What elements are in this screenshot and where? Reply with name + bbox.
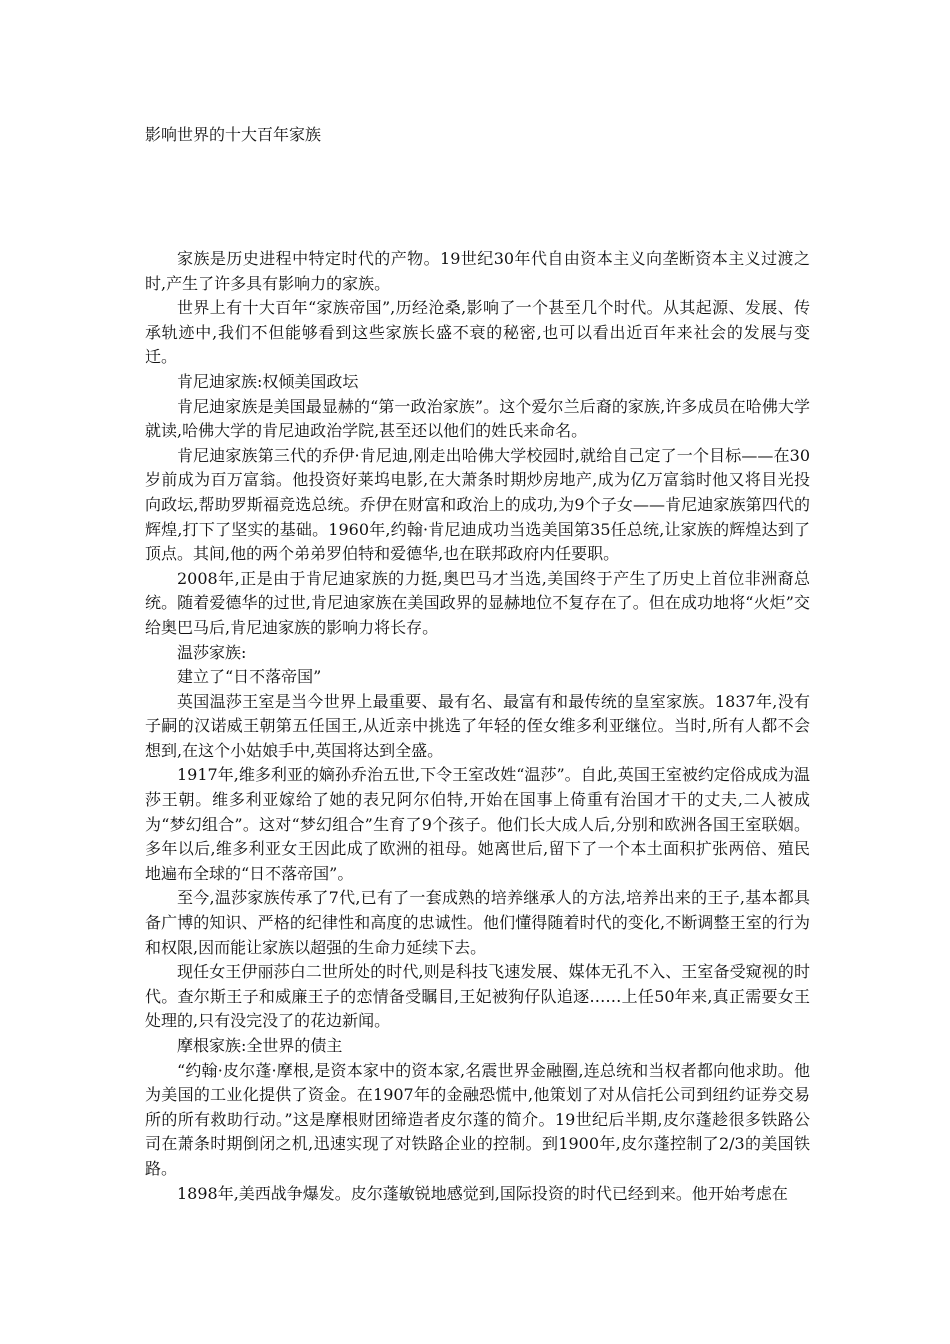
section-subheading-windsor: 建立了“日不落帝国” xyxy=(177,667,322,687)
section-heading-morgan: 摩根家族:全世界的债主 xyxy=(177,1036,343,1055)
overview-paragraph: 世界上有十大百年“家族帝国”,历经沧桑,影响了一个甚至几个时代。从其起源、发展、传承轨迹中,我们不但能够看到这些家族长盛不衰的秘密,也可以看出近百年来社会的发展与变迁。 xyxy=(145,298,810,367)
body-paragraph: 现任女王伊丽莎白二世所处的时代,则是科技飞速发展、媒体无孔不入、王室备受窥视的时代。查尔斯王子和威廉王子的恋情备受瞩目,王妃被狗仔队追逐……上任50年来,真正需要女王处理的,只有没完没了的花边新闻。 xyxy=(145,962,810,1031)
body-paragraph: 肯尼迪家族第三代的乔伊·肯尼迪,刚走出哈佛大学校园时,就给自己定了一个目标——在30岁前成为百万富翁。他投资好莱坞电影,在大萧条时期炒房地产,成为亿万富翁时他又将目光投向政坛,帮助罗斯福竞选总统。乔伊在财富和政治上的成功,为9个子女——肯尼迪家族第四代的辉煌,打下了坚实的基础。1960年,约翰·肯尼迪成功当选美国第35任总统,让家族的辉煌达到了顶点。其间,他的两个弟弟罗伯特和爱德华,也在联邦政府内任要职。 xyxy=(145,445,810,564)
body-paragraph: 1917年,维多利亚的嫡孙乔治五世,下令王室改姓“温莎”。自此,英国王室被约定俗成成为温莎王朝。维多利亚嫁给了她的表兄阿尔伯特,开始在国事上倚重有治国才干的丈夫,二人被成为“梦幻组合”。这对“梦幻组合”生育了9个孩子。他们长大成人后,分别和欧洲各国王室联姻。多年以后,维多利亚女王因此成了欧洲的祖母。她离世后,留下了一个本土面积扩张两倍、殖民地遍布全球的“日不落帝国”。 xyxy=(145,765,810,883)
body-paragraph: 英国温莎王室是当今世界上最重要、最有名、最富有和最传统的皇室家族。1837年,没有子嗣的汉诺威王朝第五任国王,从近亲中挑选了年轻的侄女维多利亚继位。当时,所有人都不会想到,在这个小姑娘手中,英国将达到全盛。 xyxy=(145,691,810,760)
intro-paragraph: 家族是历史进程中特定时代的产物。19世纪30年代自由资本主义向垄断资本主义过渡之时,产生了许多具有影响力的家族。 xyxy=(145,249,810,293)
body-paragraph: 至今,温莎家族传承了7代,已有了一套成熟的培养继承人的方法,培养出来的王子,基本都具备广博的知识、严格的纪律性和高度的忠诚性。他们懂得随着时代的变化,不断调整王室的行为和权限,因而能让家族以超强的生命力延续下去。 xyxy=(145,888,810,957)
section-heading-windsor: 温莎家族: xyxy=(177,642,247,662)
document-title: 影响世界的十大百年家族 xyxy=(145,125,322,144)
section-heading-kennedy: 肯尼迪家族:权倾美国政坛 xyxy=(177,371,359,391)
body-paragraph: 2008年,正是由于肯尼迪家族的力挺,奥巴马才当选,美国终于产生了历史上首位非洲裔总统。随着爱德华的过世,肯尼迪家族在美国政界的显赫地位不复存在了。但在成功地将“火炬”交给奥巴马后,肯尼迪家族的影响力将长存。 xyxy=(145,568,810,637)
document-body xyxy=(145,247,810,1206)
body-paragraph: 肯尼迪家族是美国最显赫的“第一政治家族”。这个爱尔兰后裔的家族,许多成员在哈佛大学就读,哈佛大学的肯尼迪政治学院,甚至还以他们的姓氏来命名。 xyxy=(145,396,810,441)
body-paragraph: “约翰·皮尔蓬·摩根,是资本家中的资本家,名震世界金融圈,连总统和当权者都向他求助。他为美国的工业化提供了资金。在1907年的金融恐慌中,他策划了对从信托公司到纽约证券交易所的所有救助行动。”这是摩根财团缔造者皮尔蓬的简介。19世纪后半期,皮尔蓬趁很多铁路公司在萧条时期倒闭之机,迅速实现了对铁路企业的控制。到1900年,皮尔蓬控制了2/3的美国铁路。 xyxy=(145,1060,810,1178)
body-paragraph: 1898年,美西战争爆发。皮尔蓬敏锐地感觉到,国际投资的时代已经到来。他开始考虑在 xyxy=(177,1183,788,1203)
